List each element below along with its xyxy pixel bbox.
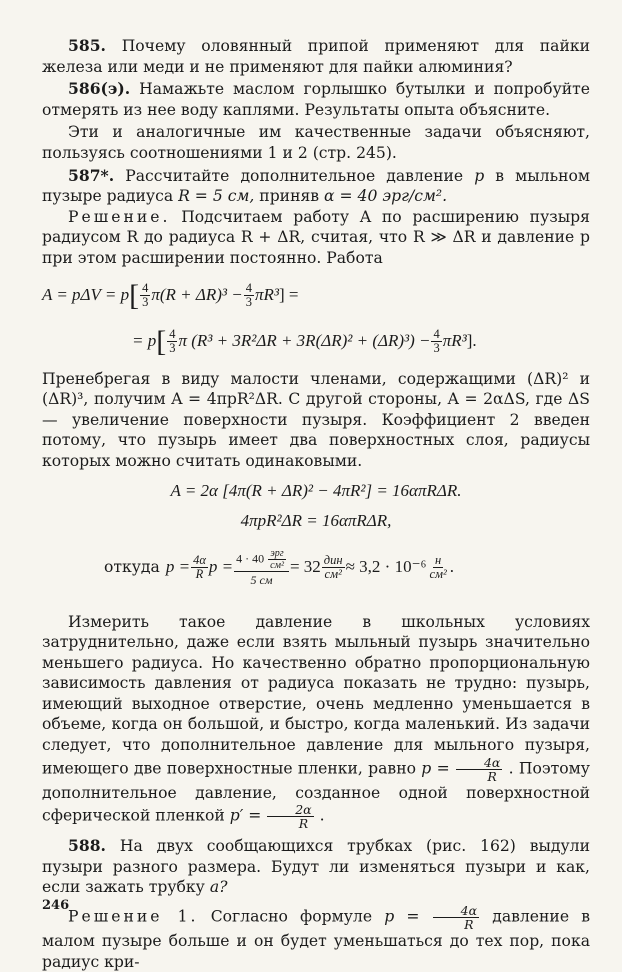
- solution-word: Решение 1.: [68, 907, 199, 926]
- var-a: а?: [209, 878, 228, 897]
- problem-text: в мыльном пузыре радиуса: [42, 166, 590, 206]
- frac-den: R: [487, 768, 497, 784]
- eq-lhs: A = pΔV = p: [42, 285, 130, 305]
- var-p: p: [474, 166, 485, 185]
- page-number: 246: [42, 898, 70, 913]
- frac-den: 3: [433, 341, 440, 356]
- problem-585: [42, 36, 590, 77]
- problem-text: приняв: [259, 187, 320, 206]
- frac-num: 4α: [193, 553, 206, 567]
- eq-p: p =: [208, 557, 234, 577]
- equation-result: [42, 536, 590, 600]
- equation-work: [42, 273, 590, 319]
- measure-end: .: [319, 806, 325, 825]
- unit-den: см²: [324, 567, 342, 581]
- paragraph-analogous: Эти и аналогичные им качественные задачи объясняют, пользуясь соотношениями 1 и 2 (стр. 245).: [42, 123, 590, 162]
- unit-erg-cm2: [268, 548, 286, 571]
- problem-number: 588.: [68, 836, 106, 856]
- problem-number: 585.: [68, 36, 106, 55]
- bracket-open: [: [156, 324, 167, 358]
- measure-text: Измерить такое давление в школьных условиях затруднительно, даже если взять мыльный пузырь значительно меньшего радиуса. Но качественно обратно пропорциональную зависимость давления от радиуса показать не трудно: пузырь, имеющий выходное отверстие, очень медленно уменьшается в объеме, когда он большой, и быстро, когда маленький. Из задачи следует, что дополнительное давление для мыльного пузыря, имеющего две поверхностные пленки, равно: [42, 612, 590, 778]
- eq-dot: .: [449, 557, 455, 577]
- solution-text: Согласно формуле: [210, 907, 373, 926]
- inline-eq: p =: [421, 759, 450, 778]
- frac-num: 4: [433, 327, 440, 342]
- frac-num: [234, 548, 289, 572]
- inline-eq: p =: [384, 907, 420, 926]
- frac-num: 4: [169, 327, 176, 342]
- frac-num: 2α: [267, 803, 313, 817]
- fraction-4alpha-r: [433, 904, 479, 931]
- bracket-open: [: [129, 278, 140, 312]
- frac-num: 4: [142, 281, 149, 296]
- equation-area: [42, 476, 590, 506]
- frac-den: R: [464, 917, 474, 933]
- fraction-4alpha-r: [191, 554, 208, 581]
- fraction-4-3: [244, 282, 254, 309]
- frac-num: 4α: [456, 756, 502, 770]
- frac-num-value: 4 · 40: [236, 551, 265, 566]
- unit-num: дин: [323, 553, 343, 567]
- solution-text: Подсчитаем работу A по расширению пузыря радиусом R до радиуса R + ΔR, считая, что R ≫ ΔR и давление p при этом расширении постоянно. Работа: [42, 207, 590, 267]
- unit-dyn-cm2: [322, 554, 345, 581]
- paragraph-neglect: Пренебрегая в виду малости членами, содержащими (ΔR)² и (ΔR)³, получим A = 4πpR²ΔR. С другой стороны, A = 2αΔS, где ΔS — увеличение поверхности пузыря. Коэффициент 2 введен потому, что пузырь имеет два поверхностных слоя, радиусы которых можно считать одинаковыми.: [42, 369, 590, 470]
- eq-text: A = 2α [4π(R + ΔR)² − 4πR²] = 16απRΔR.: [170, 480, 462, 500]
- unit-n-cm2: [427, 554, 448, 581]
- unit-num: н: [435, 553, 442, 567]
- eq-term: π(R + ΔR)³ −: [151, 285, 243, 305]
- word-otkuda: откуда: [104, 558, 160, 577]
- equation-equality: [42, 506, 590, 536]
- eq-term: πR³: [254, 285, 279, 305]
- radius-value: R = 5 см,: [178, 187, 255, 206]
- eq-p: p =: [165, 557, 191, 577]
- frac-den: 3: [142, 295, 149, 310]
- problem-text: Намажьте маслом горлышко бутылки и попробуйте отмерять из нее воду каплями. Результаты опыта объясните.: [42, 80, 590, 119]
- frac-den: 5 см: [250, 573, 273, 587]
- fraction-4-3: [167, 328, 177, 355]
- alpha-value: α = 40 эрг/см².: [324, 187, 448, 206]
- problem-text: Почему оловянный припой применяют для пайки железа или меди и не применяют для пайки алюминия?: [42, 37, 590, 76]
- fraction-4alpha-r: [456, 756, 502, 783]
- eq-end: ].: [466, 331, 477, 351]
- equation-work-expanded: [42, 319, 590, 365]
- frac-den: 3: [169, 341, 176, 356]
- problem-text: На двух сообщающихся трубках (рис. 162) выдули пузыри разного размера. Будут ли изменяться пузыри и как, если зажать трубку: [42, 837, 590, 897]
- problem-number: 587*.: [68, 165, 115, 185]
- solution-text: давление в малом пузыре больше и он будет уменьшаться до тех пор, пока радиус кри-: [42, 907, 590, 971]
- eq-value: = 32: [289, 557, 321, 577]
- eq-approx: ≈ 3,2 · 10⁻⁶: [345, 557, 427, 577]
- solution-588: [42, 904, 590, 972]
- problem-588: [42, 836, 590, 898]
- frac-num: 4α: [433, 904, 479, 918]
- fraction-numeric: [234, 548, 289, 587]
- inline-eq: p′ =: [229, 806, 262, 825]
- unit-den: см²: [429, 567, 447, 581]
- eq-term: π (R³ + 3R²ΔR + 3R(ΔR)² + (ΔR)³) −: [178, 331, 431, 351]
- solution-word: Решение.: [68, 207, 171, 226]
- problem-586: [42, 79, 590, 120]
- fraction-2alpha-r: [267, 803, 313, 830]
- frac-den: 3: [245, 295, 252, 310]
- eq-end: ] =: [278, 285, 299, 305]
- frac-den: R: [298, 816, 309, 832]
- solution-587: [42, 207, 590, 269]
- page-body: [42, 36, 590, 972]
- problem-text: Рассчитайте дополнительное давление: [125, 166, 464, 185]
- frac-num: 4: [245, 281, 252, 296]
- problem-587: [42, 166, 590, 207]
- eq-term: πR³: [442, 331, 467, 351]
- measure-text: . Поэтому дополнительное давление, созданное одной поверхностной сферической пленкой: [42, 759, 590, 825]
- paragraph-measure: [42, 612, 590, 831]
- fraction-4-3: [140, 282, 150, 309]
- problem-number: 586(э).: [68, 79, 131, 99]
- fraction-4-3: [431, 328, 441, 355]
- eq-text: 4πpR²ΔR = 16απRΔR,: [240, 510, 392, 530]
- eq-lhs: = p: [132, 331, 157, 351]
- unit-den: см²: [270, 560, 284, 571]
- frac-den: R: [195, 567, 204, 581]
- unit-num: эрг: [270, 548, 284, 559]
